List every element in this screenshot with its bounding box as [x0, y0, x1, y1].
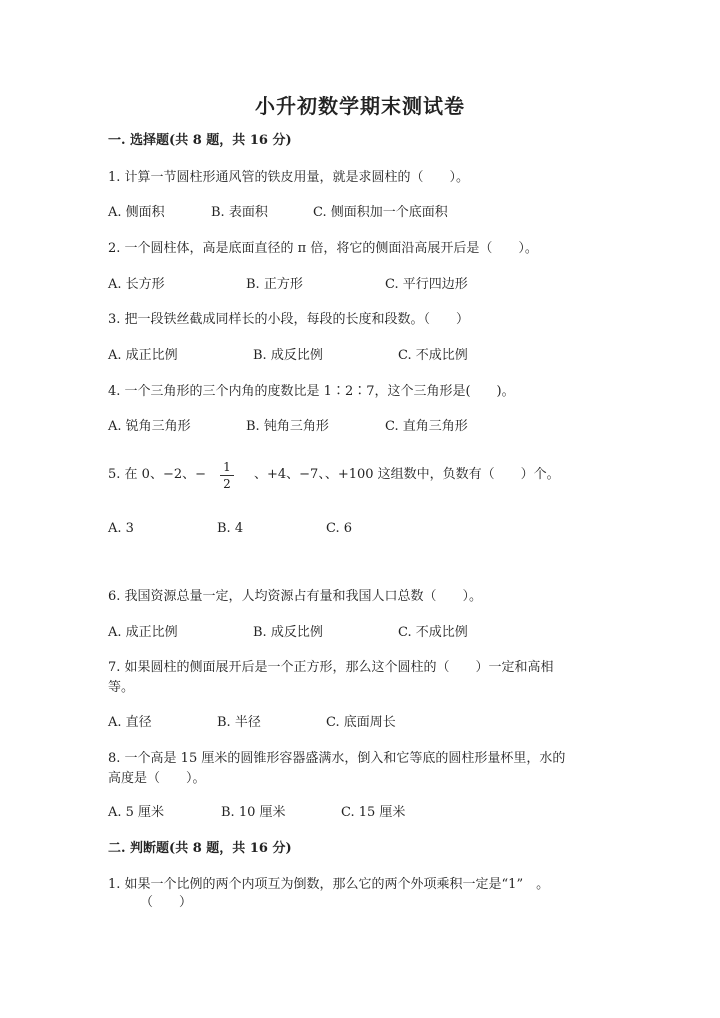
- q3-option-c: C. 不成比例: [398, 348, 468, 363]
- question-5-start: 5. 在 0、−2、−: [108, 467, 206, 482]
- question-8-line1: 8. 一个高是 15 厘米的圆锥形容器盛满水，倒入和它等底的圆柱形量杯里，水的: [108, 751, 566, 766]
- q7-option-b: B. 半径: [217, 715, 261, 730]
- q1-option-c: C. 侧面积加一个底面积: [313, 205, 448, 220]
- judgement-1-answer-blank: （ ）: [140, 895, 193, 910]
- q4-option-b: B. 钝角三角形: [246, 419, 329, 434]
- q3-option-a: A. 成正比例: [108, 348, 178, 363]
- section-heading-choice: 一. 选择题(共 8 题，共 16 分): [108, 133, 292, 148]
- q5-option-c: C. 6: [326, 521, 353, 536]
- q8-option-a: A. 5 厘米: [108, 805, 165, 820]
- question-7-line1: 7. 如果圆柱的侧面展开后是一个正方形，那么这个圆柱的（ ）一定和高相: [108, 660, 554, 675]
- q2-option-b: B. 正方形: [246, 277, 303, 292]
- fraction-numerator: 1: [223, 460, 231, 474]
- fraction-denominator: 2: [223, 477, 231, 491]
- q7-option-a: A. 直径: [108, 715, 152, 730]
- q1-option-a: A. 侧面积: [108, 205, 165, 220]
- q6-option-b: B. 成反比例: [253, 625, 323, 640]
- q4-option-a: A. 锐角三角形: [108, 419, 191, 434]
- q8-option-b: B. 10 厘米: [221, 805, 286, 820]
- q5-option-a: A. 3: [108, 521, 134, 536]
- question-2: 2. 一个圆柱体，高是底面直径的 π 倍，将它的侧面沿高展开后是（ ）。: [108, 241, 538, 256]
- section-heading-judgement: 二. 判断题(共 8 题，共 16 分): [108, 841, 292, 856]
- q6-option-a: A. 成正比例: [108, 625, 178, 640]
- question-4: 4. 一个三角形的三个内角的度数比是 1∶2∶7，这个三角形是( )。: [108, 384, 515, 399]
- question-6: 6. 我国资源总量一定，人均资源占有量和我国人口总数（ ）。: [108, 589, 483, 604]
- page-title: 小升初数学期末测试卷: [255, 94, 465, 118]
- q3-option-b: B. 成反比例: [253, 348, 323, 363]
- q8-option-c: C. 15 厘米: [341, 805, 406, 820]
- q2-option-c: C. 平行四边形: [385, 277, 468, 292]
- q6-option-c: C. 不成比例: [398, 625, 468, 640]
- judgement-1-line1: 1. 如果一个比例的两个内项互为倒数，那么它的两个外项乘积一定是“1” 。: [108, 877, 550, 892]
- q2-option-a: A. 长方形: [108, 277, 165, 292]
- q5-option-b: B. 4: [217, 521, 244, 536]
- question-7-line2: 等。: [108, 680, 135, 695]
- question-3: 3. 把一段铁丝截成同样长的小段，每段的长度和段数。（ ）: [108, 312, 470, 327]
- q7-option-c: C. 底面周长: [326, 715, 396, 730]
- question-8-line2: 高度是（ ）。: [108, 771, 206, 786]
- fraction-one-half: [220, 460, 234, 491]
- question-5-end: 、+4、−7、、+100 这组数中，负数有（ ）个。: [254, 467, 560, 482]
- fraction-bar: [220, 475, 234, 476]
- q4-option-c: C. 直角三角形: [385, 419, 468, 434]
- q1-option-b: B. 表面积: [211, 205, 268, 220]
- question-1: 1. 计算一节圆柱形通风管的铁皮用量，就是求圆柱的（ ）。: [108, 170, 470, 185]
